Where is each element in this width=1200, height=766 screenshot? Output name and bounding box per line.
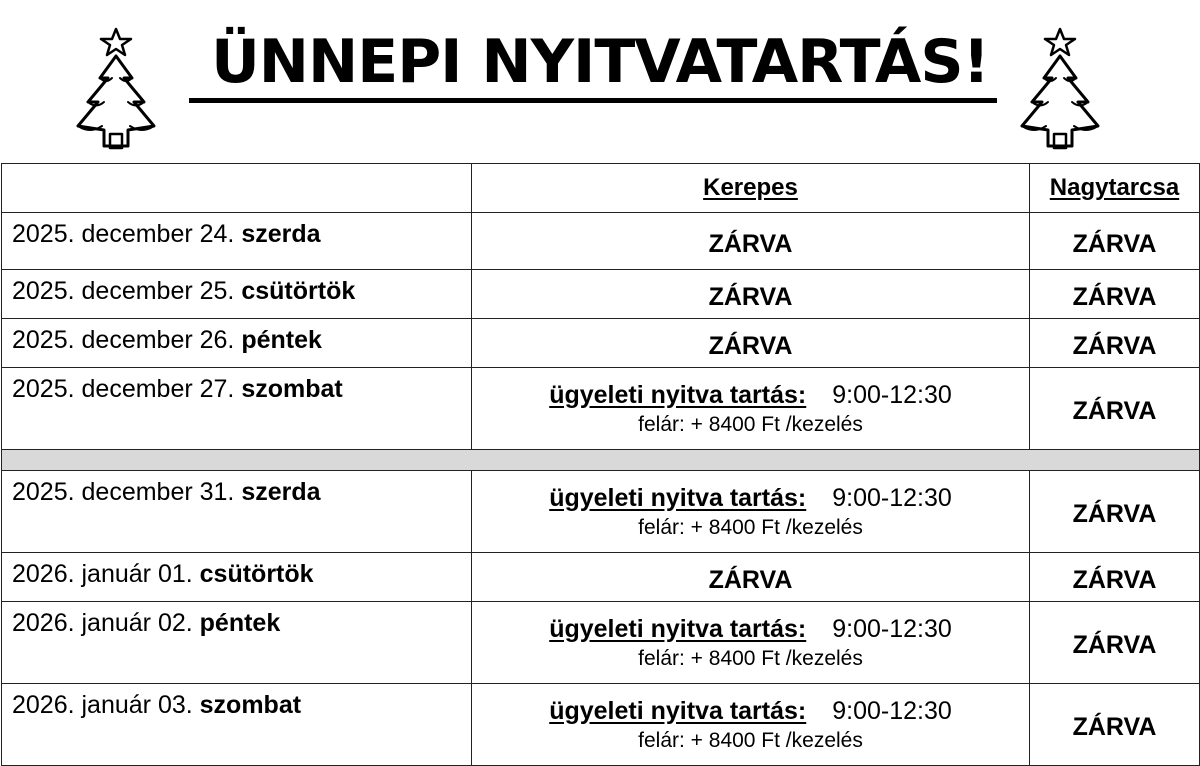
date-cell: 2025. december 26. péntek xyxy=(2,319,472,368)
nagytarcsa-status: ZÁRVA xyxy=(1030,602,1200,684)
duty-label: ügyeleti nyitva tartás: xyxy=(549,696,807,725)
nagytarcsa-status: ZÁRVA xyxy=(1030,270,1200,319)
table-row xyxy=(2,213,1200,270)
nagytarcsa-status: ZÁRVA xyxy=(1030,471,1200,553)
date-cell: 2025. december 24. szerda xyxy=(2,213,472,270)
table-row xyxy=(2,553,1200,602)
christmas-tree-icon xyxy=(1010,26,1110,156)
table-row xyxy=(2,684,1200,766)
kerepes-status: ZÁRVA xyxy=(472,213,1030,270)
surcharge-text: felár: + 8400 Ft /kezelés xyxy=(638,646,863,670)
nagytarcsa-status: ZÁRVA xyxy=(1030,684,1200,766)
duty-label: ügyeleti nyitva tartás: xyxy=(549,380,807,409)
nagytarcsa-status: ZÁRVA xyxy=(1030,368,1200,450)
table-row xyxy=(2,319,1200,368)
kerepes-duty-hours xyxy=(472,684,1030,766)
kerepes-status: ZÁRVA xyxy=(472,270,1030,319)
date-cell: 2026. január 01. csütörtök xyxy=(2,553,472,602)
kerepes-duty-hours xyxy=(472,368,1030,450)
schedule-table xyxy=(1,163,1200,766)
kerepes-status: ZÁRVA xyxy=(472,319,1030,368)
table-row xyxy=(2,270,1200,319)
duty-time: 9:00-12:30 xyxy=(832,696,952,725)
kerepes-duty-hours xyxy=(472,602,1030,684)
column-header-kerepes: Kerepes xyxy=(472,164,1030,213)
nagytarcsa-status: ZÁRVA xyxy=(1030,319,1200,368)
page-title: ÜNNEPI NYITVATARTÁS! xyxy=(0,22,1200,103)
duty-label: ügyeleti nyitva tartás: xyxy=(549,483,807,512)
nagytarcsa-status: ZÁRVA xyxy=(1030,213,1200,270)
date-cell: 2025. december 27. szombat xyxy=(2,368,472,450)
kerepes-duty-hours xyxy=(472,471,1030,553)
table-row xyxy=(2,602,1200,684)
surcharge-text: felár: + 8400 Ft /kezelés xyxy=(638,412,863,436)
duty-time: 9:00-12:30 xyxy=(832,614,952,643)
table-header-row xyxy=(2,164,1200,213)
separator-cell xyxy=(2,450,1200,471)
duty-time: 9:00-12:30 xyxy=(832,483,952,512)
duty-label: ügyeleti nyitva tartás: xyxy=(549,614,807,643)
duty-time: 9:00-12:30 xyxy=(832,380,952,409)
table-row xyxy=(2,368,1200,450)
kerepes-status: ZÁRVA xyxy=(472,553,1030,602)
page-header xyxy=(0,0,1200,162)
date-cell: 2025. december 25. csütörtök xyxy=(2,270,472,319)
surcharge-text: felár: + 8400 Ft /kezelés xyxy=(638,728,863,752)
column-header-date xyxy=(2,164,472,213)
date-cell: 2026. január 03. szombat xyxy=(2,684,472,766)
surcharge-text: felár: + 8400 Ft /kezelés xyxy=(638,515,863,539)
separator-row xyxy=(2,450,1200,471)
date-cell: 2026. január 02. péntek xyxy=(2,602,472,684)
column-header-nagytarcsa: Nagytarcsa xyxy=(1030,164,1200,213)
date-cell: 2025. december 31. szerda xyxy=(2,471,472,553)
table-row xyxy=(2,471,1200,553)
nagytarcsa-status: ZÁRVA xyxy=(1030,553,1200,602)
